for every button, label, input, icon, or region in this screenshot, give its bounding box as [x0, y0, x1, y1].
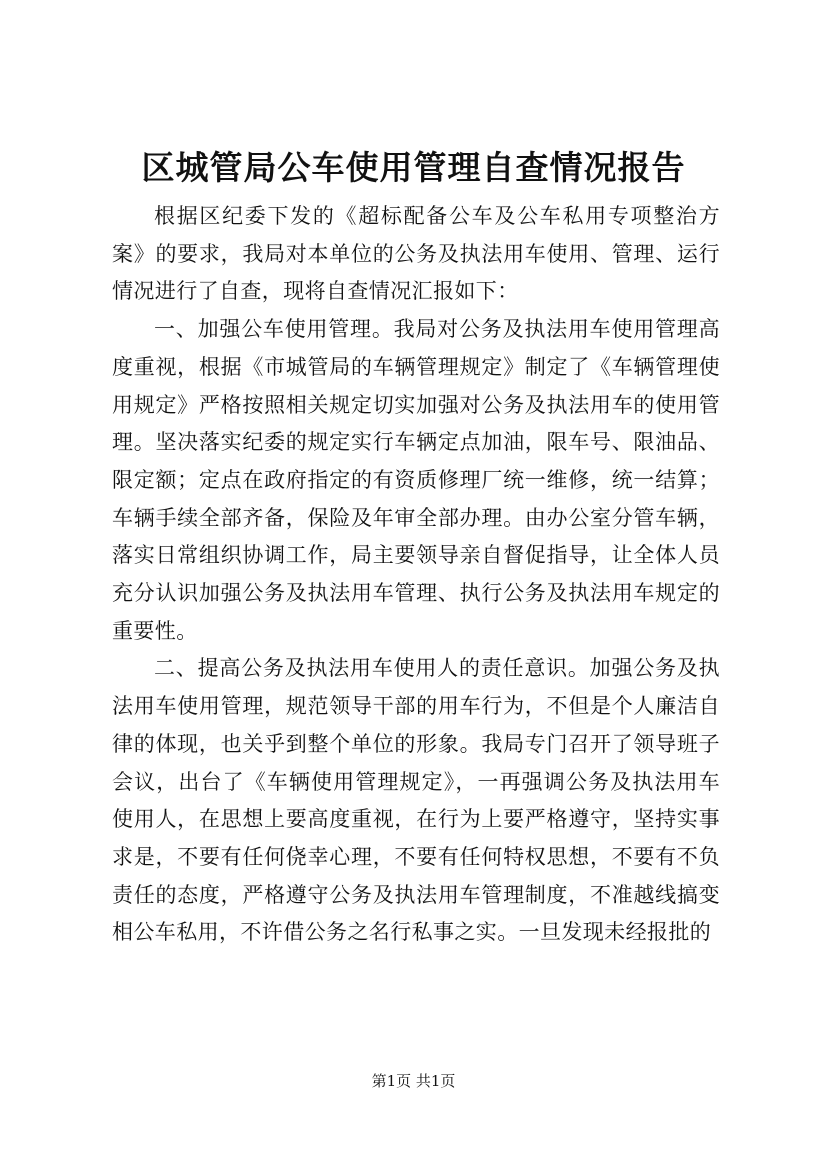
page-number-footer: 第1页 共1页 — [371, 1072, 456, 1090]
paragraph-section-1: 一、加强公车使用管理。我局对公务及执法用车使用管理高度重视，根据《市城管局的车辆管理规定》制定了《车辆管理使用规定》严格按照相关规定切实加强对公务及执法用车的使用管理。坚决落实纪委的规定实行车辆定点加油，限车号、限油品、限定额；定点在政府指定的有资质修理厂统一维修，统一结算；车辆手续全部齐备，保险及年审全部办理。由办公室分管车辆，落实日常组织协调工作，局主要领导亲自督促指导，让全体人员充分认识加强公务及执法用车管理、执行公务及执法用车规定的重要性。 — [112, 317, 720, 643]
paragraph-section-2: 二、提高公务及执法用车使用人的责任意识。加强公务及执法用车使用管理，规范领导干部的用车行为，不但是个人廉洁自律的体现，也关乎到整个单位的形象。我局专门召开了领导班子会议，出台了《车辆使用管理规定》，一再强调公务及执法用车使用人，在思想上要高度重视，在行为上要严格遵守，坚持实事求是，不要有任何侥幸心理，不要有任何特权思想，不要有不负责任的态度，严格遵守公务及执法用车管理制度，不准越线搞变相公车私用，不许借公务之名行私事之实。一旦发现未经报批的 — [112, 656, 720, 945]
document-body — [112, 198, 720, 952]
paragraph-intro: 根据区纪委下发的《超标配备公车及公车私用专项整治方案》的要求，我局对本单位的公务及执法用车使用、管理、运行情况进行了自查，现将自查情况汇报如下： — [112, 204, 720, 304]
document-title: 区城管局公车使用管理自查情况报告 — [141, 148, 686, 187]
